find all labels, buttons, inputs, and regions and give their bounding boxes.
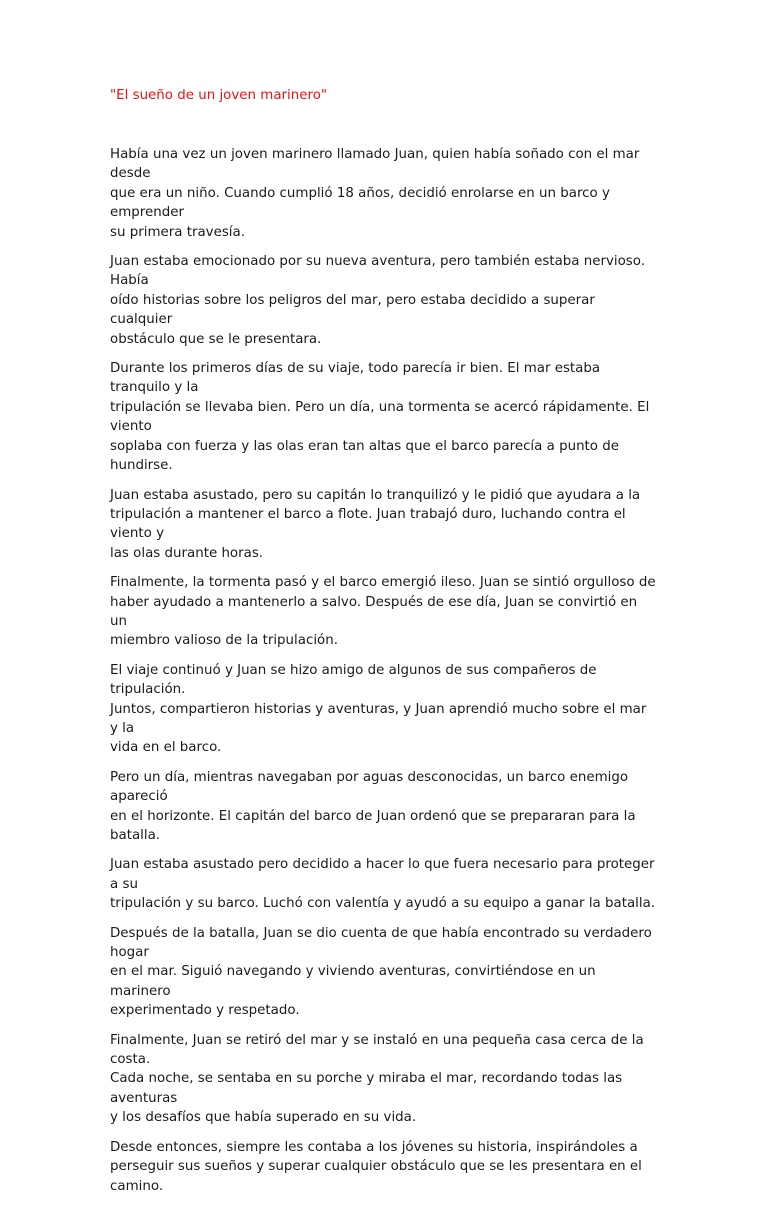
- paragraph-5: Finalmente, la tormenta pasó y el barco emergió ileso. Juan se sintió orgulloso de haber ayudado a mantenerlo a salvo. Después de ese día, Juan se convirtió en un miembro valioso de la tripulación.: [110, 575, 656, 649]
- paragraph-7: Pero un día, mientras navegaban por aguas desconocidas, un barco enemigo apareció en el horizonte. El capitán del barco de Juan ordenó que se prepararan para la batalla.: [110, 769, 636, 843]
- paragraph-8: Juan estaba asustado pero decidido a hacer lo que fuera necesario para proteger a su tripulación y su barco. Luchó con valentía y ayudó a su equipo a ganar la batalla.: [110, 857, 656, 912]
- paragraph-2: Juan estaba emocionado por su nueva aventura, pero también estaba nervioso. Había oído historias sobre los peligros del mar, pero estaba decidido a superar cualquier obstáculo que se le presentara.: [110, 254, 645, 347]
- paragraph-9: Después de la batalla, Juan se dio cuenta de que había encontrado su verdadero hogar en el mar. Siguió navegando y viviendo aventuras, convirtiéndose en un marinero experimentado y respetado.: [110, 925, 652, 1019]
- paragraph-6: El viaje continuó y Juan se hizo amigo de algunos de sus compañeros de tripulación. Juntos, compartieron historias y aventuras, y Juan aprendió mucho sobre el mar y la vida en el barco.: [110, 662, 647, 756]
- paragraph-1: Había una vez un joven marinero llamado Juan, quien había soñado con el mar desde que era un niño. Cuando cumplió 18 años, decidió enrolarse en un barco y emprender su primera travesía.: [110, 147, 640, 240]
- document-title: "El sueño de un joven marinero": [110, 88, 328, 103]
- paragraph-4: Juan estaba asustado, pero su capitán lo tranquilizó y le pidió que ayudara a la tripulación a mantener el barco a flote. Juan trabajó duro, luchando contra el viento y las olas durante horas.: [110, 487, 641, 561]
- paragraph-3: Durante los primeros días de su viaje, todo parecía ir bien. El mar estaba tranquilo y la tripulación se llevaba bien. Pero un día, una tormenta se acercó rápidamente. El viento soplaba con fuerza y las olas eran tan altas que el barco parecía a punto de hundirse.: [110, 361, 650, 474]
- paragraph-10: Finalmente, Juan se retiró del mar y se instaló en una pequeña casa cerca de la costa. Cada noche, se sentaba en su porche y miraba el mar, recordando todas las aventuras y los desafíos que había superado en su vida.: [110, 1032, 644, 1126]
- document-body: [110, 86, 658, 1206]
- paragraph-11: Desde entonces, siempre les contaba a los jóvenes su historia, inspirándoles a perseguir sus sueños y superar cualquier obstáculo que se les presentara en el camino.: [110, 1139, 642, 1194]
